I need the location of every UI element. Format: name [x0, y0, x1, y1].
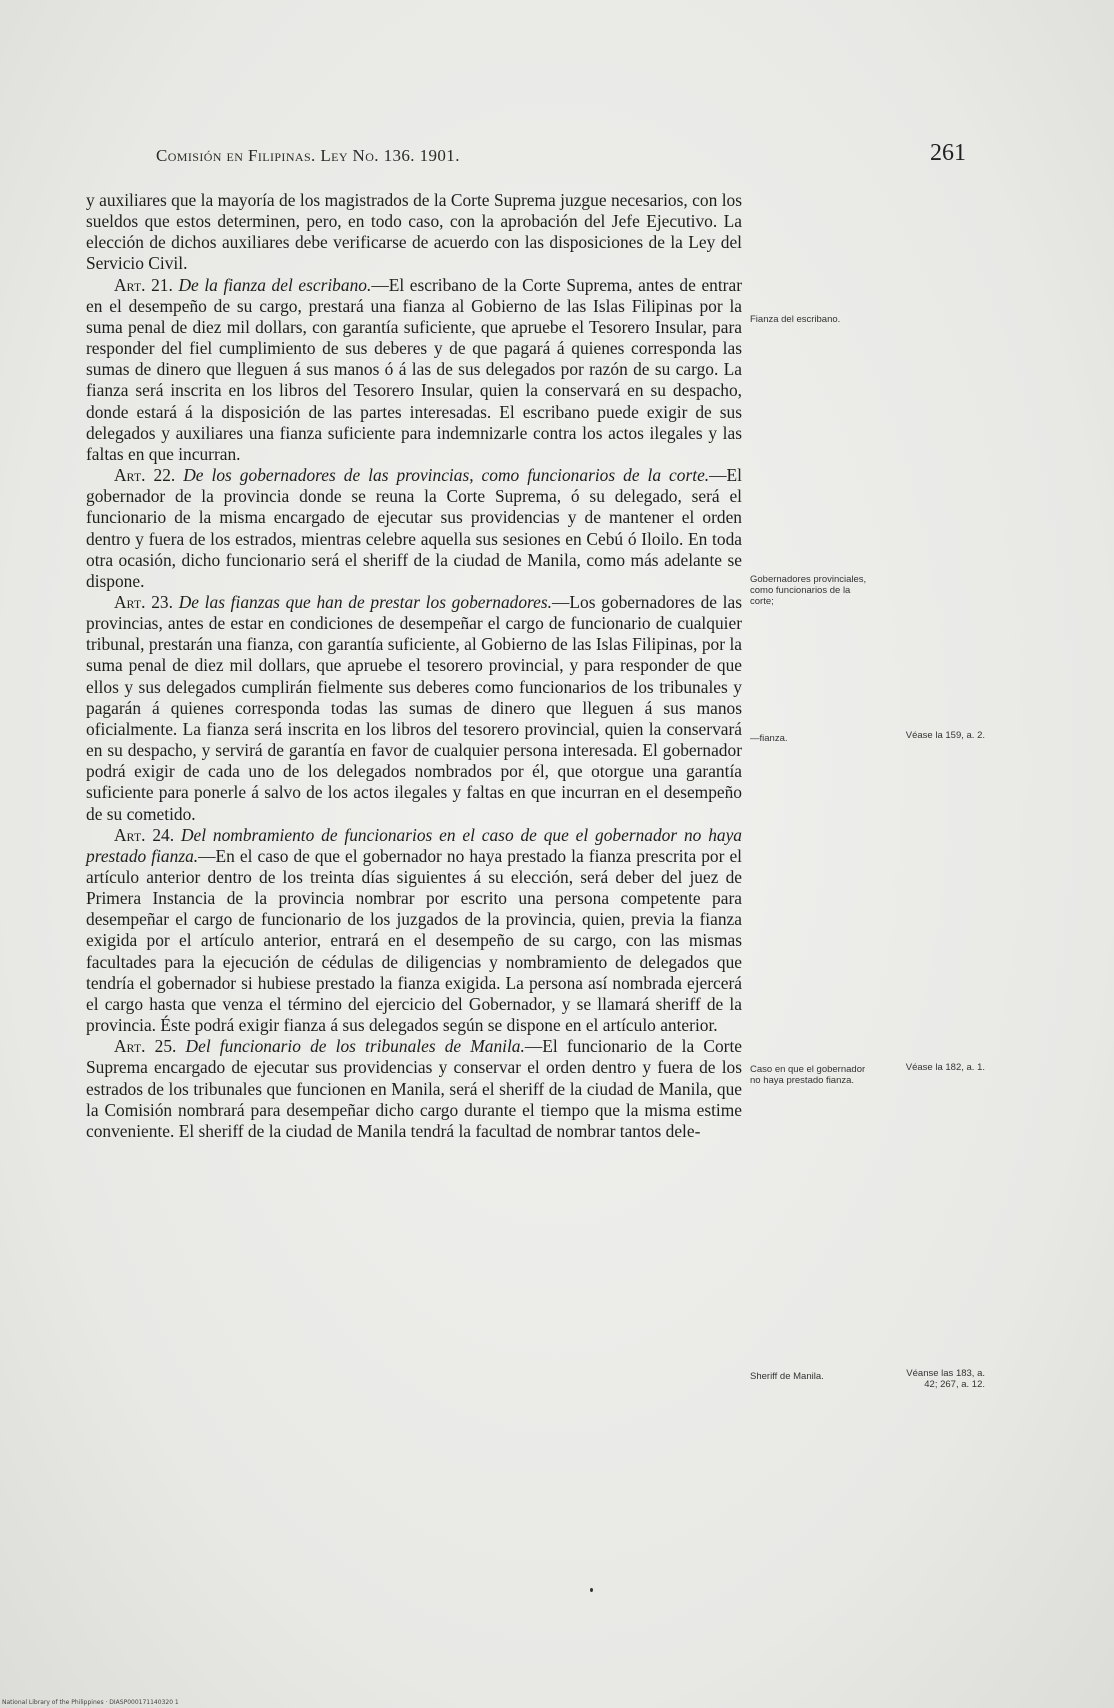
article-number: Art. 24.: [114, 824, 175, 845]
running-head: Comisión en Filipinas. Ley No. 136. 1901.: [156, 146, 460, 165]
article-text: —En el caso de que el gobernador no haya prestado la fianza prescrita por el artículo anterior dentro de los treinta días siguientes á su elección, será deber del juez de Primera Instancia de la provincia nombrar por escrito una persona competente para desempeñar el cargo de funcionario de los juzgados de la provincia, quien, previa la fianza exigida por el artículo anterior, entrará en el desempeño de su cargo, con las mismas facultades para la ejecución de cédulas de diligencias y nombramiento de delegados que tendría el gobernador si hubiese prestado la fianza exigida. La persona así nombrada ejercerá el cargo hasta que venza el término del ejercicio del Gobernador, y se llamará sheriff de la provincia. Éste podrá exigir fianza á sus delegados según se dispone en el artículo anterior.: [86, 845, 742, 1036]
margin-note-25: Sheriff de Manila.: [750, 1371, 824, 1382]
paragraph-continuation: y auxiliares que la mayoría de los magistrados de la Corte Suprema juzgue necesarios, con los sueldos que estos determinen, pero, en todo caso, con la aprobación del Jefe Ejecutivo. La elección de dichos auxiliares debe verificarse de acuerdo con las disposiciones de la Ley del Servicio Civil.: [86, 190, 742, 274]
article-24: [86, 825, 742, 1037]
margin-note-23: —fianza.: [750, 733, 788, 744]
margin-note-22: Gobernadores provinciales, como funcionarios de la corte;: [750, 574, 867, 607]
scan-footer: National Library of the Philippines · DIASP000171140320 1: [2, 1699, 179, 1706]
article-number: Art. 21.: [114, 274, 173, 295]
ink-speck: [590, 1588, 593, 1592]
article-title: De las fianzas que han de prestar los gobernadores.: [178, 591, 552, 612]
cross-reference-24: Véase la 182, a. 1.: [905, 1062, 985, 1073]
article-text: —El funcionario de la Corte Suprema encargado de ejecutar sus providencias y conservar el orden dentro y fuera de los estrados de los tribunales que funcionen en Manila, será el sheriff de la ciudad de Manila, que la Comisión nombrará para desempeñar dicho cargo durante el tiempo que la misma estime conveniente. El sheriff de la ciudad de Manila tendrá la facultad de nombrar tantos dele-: [86, 1036, 743, 1141]
article-23: [86, 592, 742, 825]
margin-note-21: Fianza del escribano.: [750, 314, 841, 325]
article-title: Del nombramiento de funcionarios en el caso de que el gobernador no haya prestado fianza.: [86, 824, 742, 866]
article-22: [86, 465, 742, 592]
margin-note-24: Caso en que el gobernador no haya prestado fianza.: [750, 1064, 866, 1086]
body-text: [86, 190, 742, 1142]
article-25: [86, 1036, 742, 1142]
article-number: Art. 22.: [114, 465, 176, 486]
article-title: De los gobernadores de las provincias, como funcionarios de la corte.: [183, 465, 710, 486]
article-text: —El gobernador de la provincia donde se reuna la Corte Suprema, ó su delegado, será el funcionario de la misma encargado de ejecutar sus providencias y de mantener el orden dentro y fuera de los estrados, mientras celebre aquella sus sesiones en Cebú ó Iloilo. En toda otra ocasión, dicho funcionario será el sheriff de la ciudad de Manila, como más adelante se dispone.: [86, 465, 742, 591]
article-number: Art. 25.: [114, 1036, 177, 1057]
article-21: [86, 275, 742, 465]
page-number: 261: [930, 140, 966, 166]
cross-reference-25: Véanse las 183, a. 42; 267, a. 12.: [906, 1368, 985, 1390]
cross-reference-23: Véase la 159, a. 2.: [905, 730, 985, 741]
article-text: —El escribano de la Corte Suprema, antes de entrar en el desempeño de su cargo, prestará una fianza al Gobierno de las Islas Filipinas por la suma penal de diez mil dollars, con garantía suficiente, que apruebe el Tesorero Insular, para responder del fiel cumplimiento de sus deberes y de que pagará á quienes corresponda las sumas de dinero que lleguen á sus manos ó á las de sus delegados por razón de su cargo. La fianza será inscrita en los libros del Tesorero Insular, quien la conservará en su despacho, donde estará á la disposición de las partes interesadas. El escribano puede exigir de sus delegados y auxiliares una fianza suficiente para indemnizarle contra los actos ilegales y las faltas en que incurran.: [86, 274, 742, 464]
article-number: Art. 23.: [114, 591, 173, 612]
article-title: Del funcionario de los tribunales de Manila.: [185, 1036, 525, 1057]
article-title: De la fianza del escribano.: [178, 274, 372, 295]
article-text: —Los gobernadores de las provincias, antes de estar en condiciones de desempeñar el cargo de funcionario de cualquier tribunal, prestarán una fianza, con garantía suficiente, al Gobierno de las Islas Filipinas, por la suma penal de diez mil dollars, que apruebe el tesorero provincial, y para responder de que ellos y sus delegados cumplirán fielmente sus deberes como funcionarios de los tribunales y pagarán á quienes corresponda todas las sumas de dinero que lleguen á sus manos oficialmente. La fianza será inscrita en los libros del tesorero provincial, quien la conservará en su despacho, y servirá de garantía en favor de cualquier persona interesada. El gobernador podrá exigir de cada uno de los delegados nombrados por él, que otorgue una garantía suficiente para ponerle á salvo de los actos ilegales y faltas en que incurran en el desempeño de su cometido.: [86, 591, 743, 824]
